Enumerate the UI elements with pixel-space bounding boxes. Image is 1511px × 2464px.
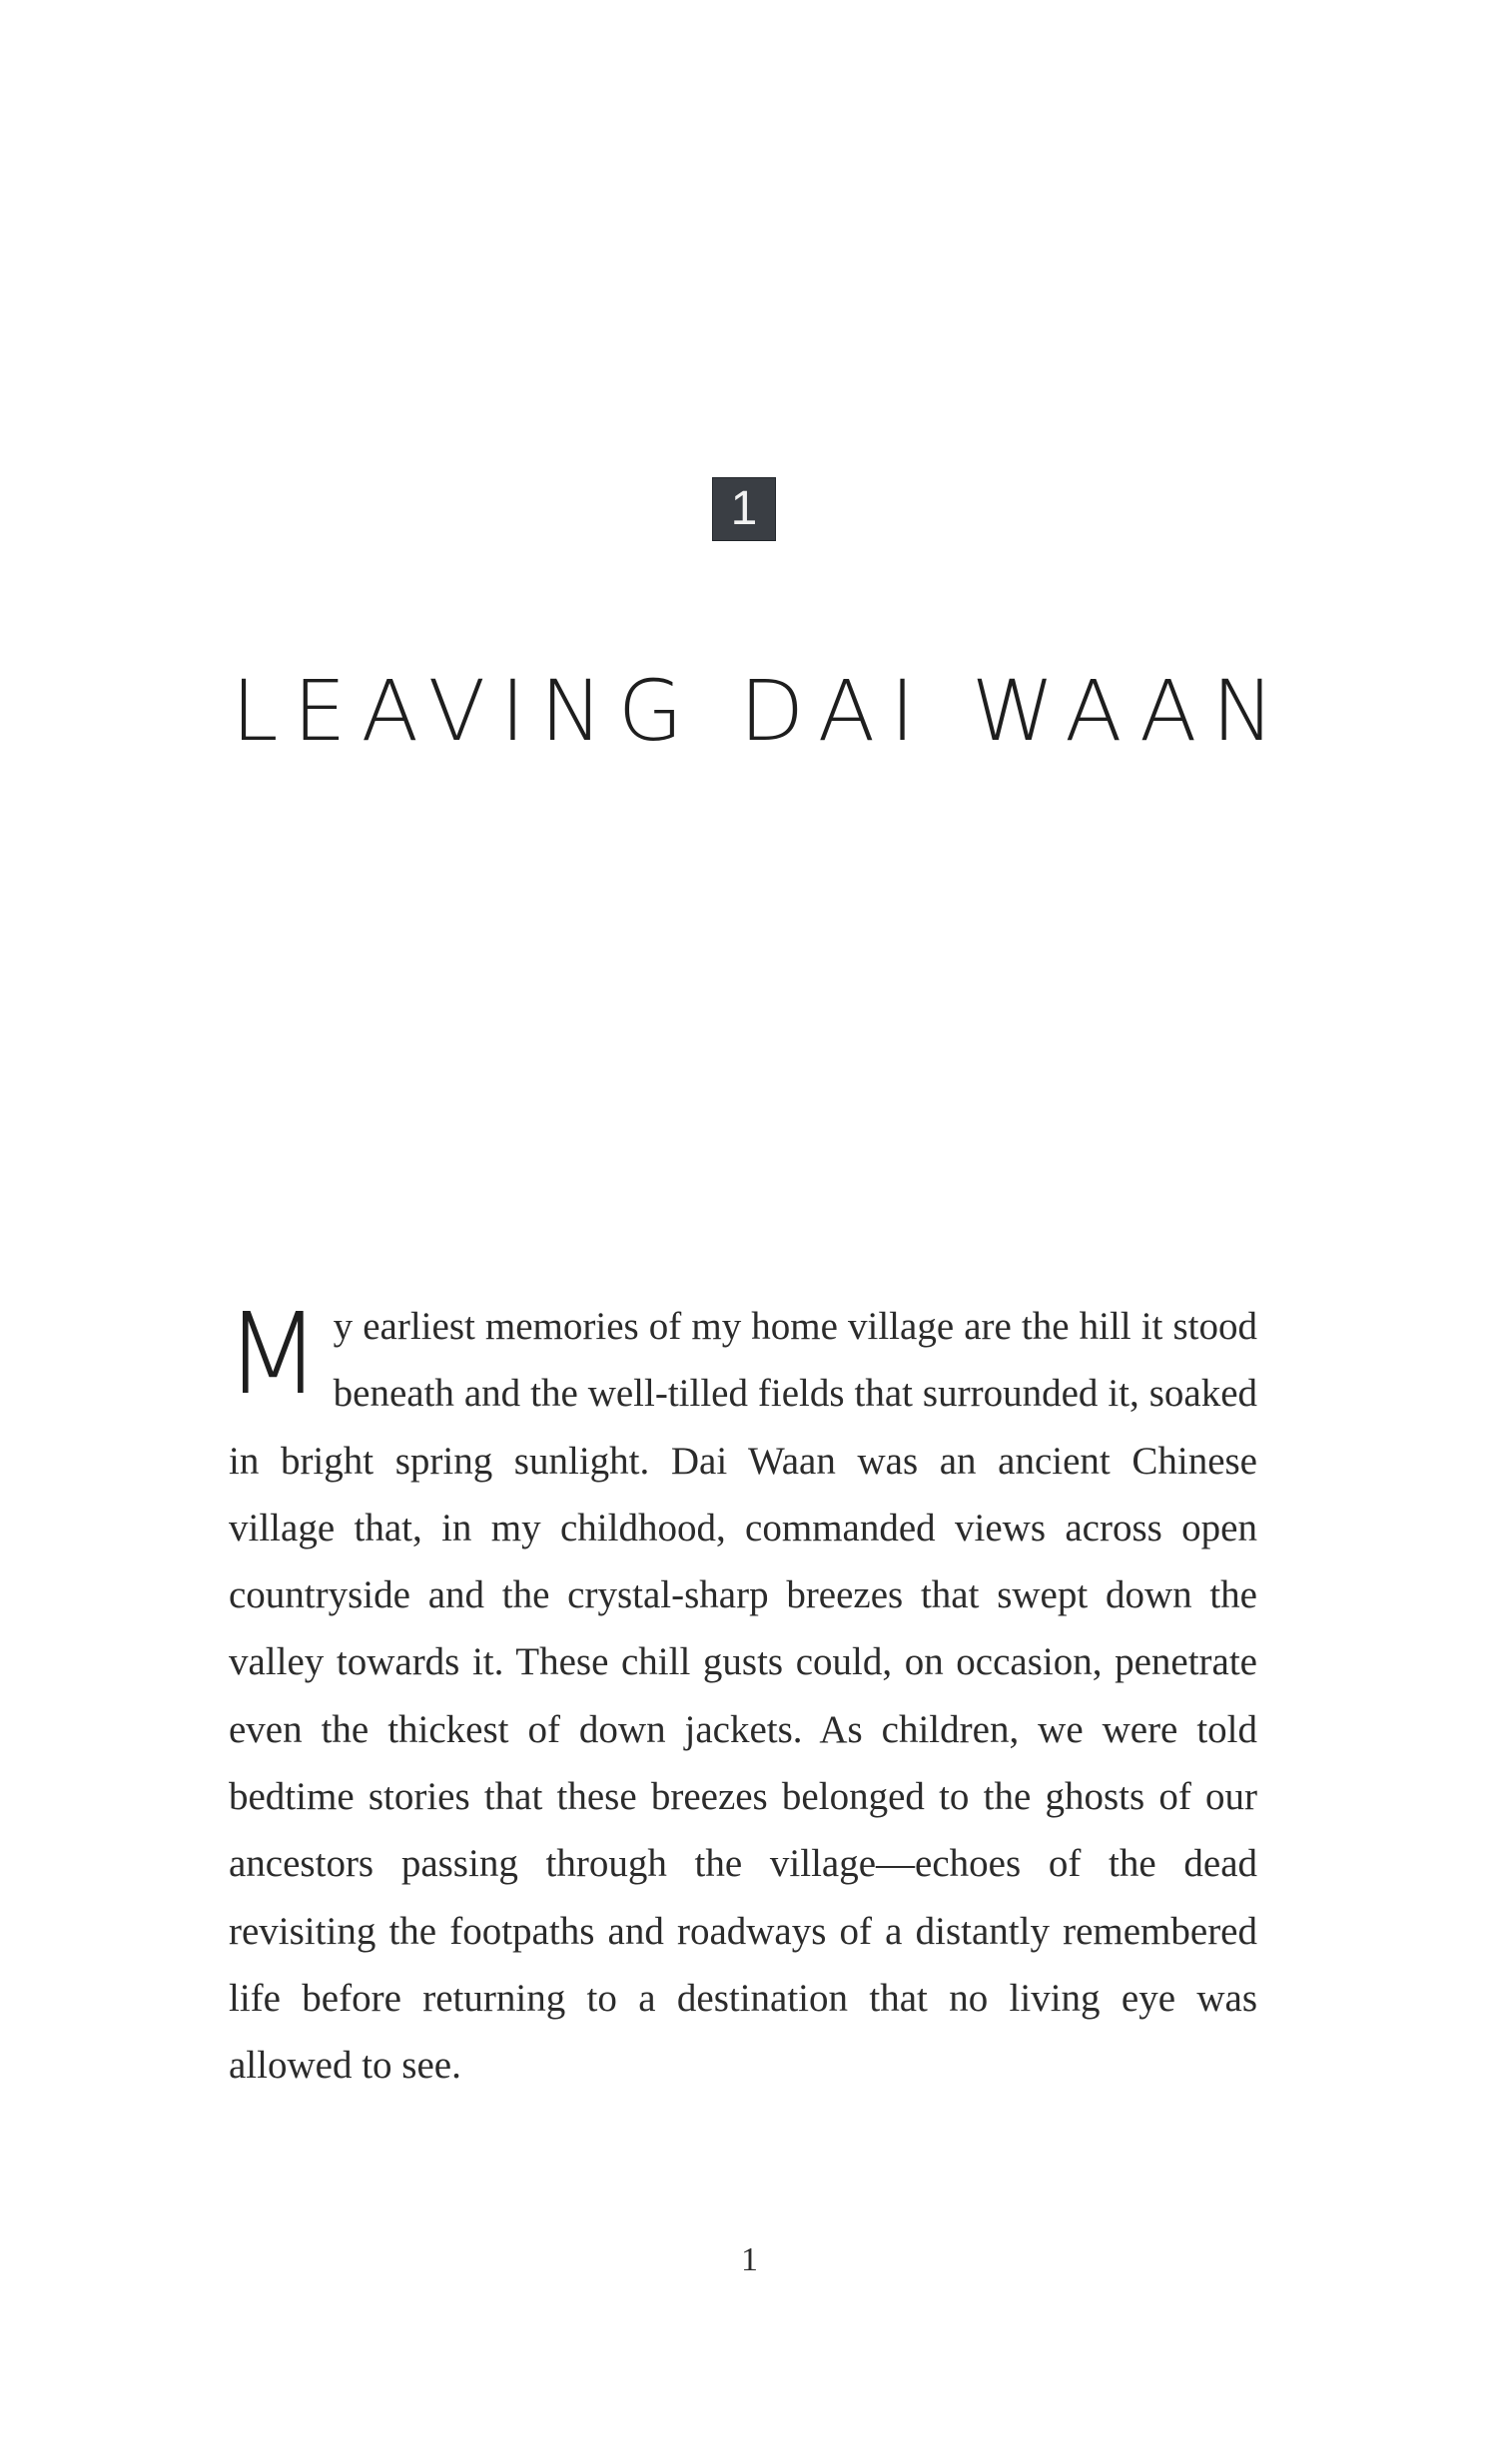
chapter-title: LEAVING DAI WAAN bbox=[231, 662, 1290, 760]
chapter-number: 1 bbox=[730, 482, 758, 535]
drop-cap: M bbox=[225, 1290, 322, 1420]
page-number: 1 bbox=[741, 2241, 758, 2278]
chapter-number-badge bbox=[712, 477, 776, 541]
body-paragraph bbox=[225, 1290, 1257, 2100]
paragraph-text: y earliest memories of my home village are the hill it stood beneath and the well-tilled fields that surrounded it, soaked in bright spring sunlight. Dai Waan was an ancient Chinese village that, in my childhood, commanded views across open countryside and the crystal-sharp breezes that swept down the valley towards it. These chill gusts could, on occasion, penetrate even the thickest of down jackets. As children, we were told bedtime stories that these breezes belonged to the ghosts of our ancestors passing through the village—echoes of the dead revisiting the footpaths and roadways of a distantly remembered life before returning to a destination that no living eye was allowed to see. bbox=[229, 1305, 1257, 2088]
